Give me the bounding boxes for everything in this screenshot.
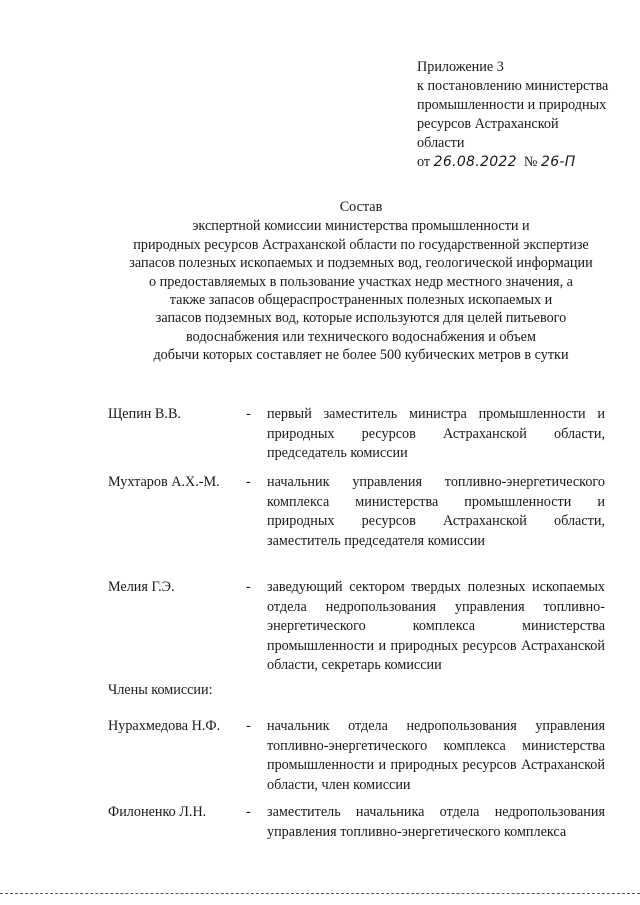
title-heading: Состав <box>339 199 383 215</box>
member-role: заведующий сектором твердых полезных ископаемых отдела недропользования управления топливно-энергетического комплекса министерства промышленности и природных ресурсов Астраханской области, секретарь комиссии <box>267 579 605 674</box>
committee-members-label: Члены комиссии: <box>108 682 213 698</box>
document-title <box>100 198 622 365</box>
decree-number: 26-П <box>541 154 576 170</box>
member-name: Нурахмедова Н.Ф. <box>108 718 221 734</box>
title-line: водоснабжения или технического водоснабжения и объем <box>186 328 536 345</box>
member-role: первый заместитель министра промышленности и природных ресурсов Астраханской области, председатель комиссии <box>267 406 605 462</box>
appendix-region-line: ресурсов Астраханской <box>417 116 559 132</box>
member-name: Щепин В.В. <box>108 406 181 422</box>
member-dash: - <box>246 474 251 490</box>
title-line: природных ресурсов Астраханской области по государственной экспертизе <box>133 236 589 253</box>
title-line: также запасов общераспространенных полезных ископаемых и <box>169 292 553 309</box>
title-line: о предоставляемых в пользование участках недр местного значения, а <box>149 273 573 290</box>
member-name: Мелия Г.Э. <box>108 579 175 595</box>
member-dash: - <box>246 406 251 422</box>
date-prefix: от <box>417 154 431 170</box>
appendix-ministry-line: промышленности и природных <box>417 97 607 113</box>
scan-edge-divider <box>0 893 640 894</box>
member-name: Мухтаров А.Х.-М. <box>108 474 220 490</box>
member-role: начальник отдела недропользования управления топливно-энергетического комплекса министерства промышленности и природных ресурсов Астраханской области, член комиссии <box>267 718 605 793</box>
appendix-decree-line: к постановлению министерства <box>417 78 609 94</box>
member-dash: - <box>246 804 251 820</box>
title-line: запасов подземных вод, которые используются для целей питьевого <box>155 310 567 327</box>
number-prefix: № <box>523 154 538 170</box>
title-line: добычи которых составляет не более 500 кубических метров в сутки <box>153 347 569 364</box>
member-role: начальник управления топливно-энергетического комплекса министерства промышленности и природных ресурсов Астраханской области, заместитель председателя комиссии <box>267 474 605 549</box>
decree-date: 26.08.2022 <box>433 154 517 170</box>
appendix-block <box>417 58 627 172</box>
appendix-date-line <box>417 153 627 172</box>
member-role: заместитель начальника отдела недропользования управления топливно-энергетического комплекса <box>267 804 605 840</box>
member-name: Филоненко Л.Н. <box>108 804 207 820</box>
appendix-number: Приложение 3 <box>417 59 504 75</box>
title-line: экспертной комиссии министерства промышленности и <box>192 218 530 235</box>
member-dash: - <box>246 718 251 734</box>
title-line: запасов полезных ископаемых и подземных вод, геологической информации <box>129 255 593 272</box>
member-dash: - <box>246 579 251 595</box>
appendix-region-line-2: области <box>417 135 465 151</box>
